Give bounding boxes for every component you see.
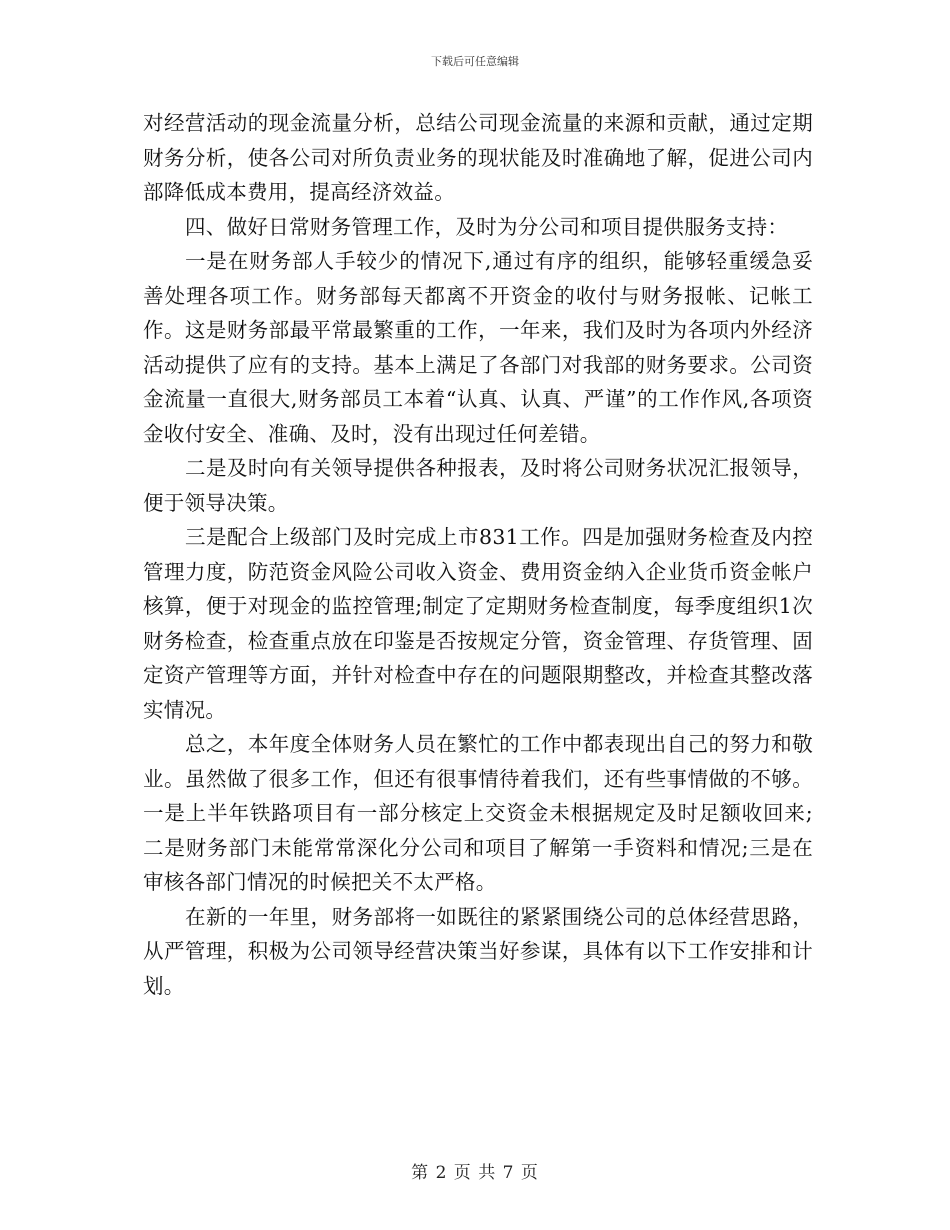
paragraph-cash-flow-analysis: 对经营活动的现金流量分析，总结公司现金流量的来源和贡献，通过定期财务分析，使各公司对所负责业务的现状能及时准确地了解，促进公司内部降低成本费用，提高经济效益。 [143, 111, 813, 204]
page-number: 第 2 页 共 7 页 [411, 1163, 539, 1183]
paragraph-section-four-heading: 四、做好日常财务管理工作，及时为分公司和项目提供服务支持： [185, 214, 789, 239]
paragraph-point-one: 一是在财务部人手较少的情况下,通过有序的组织，能够轻重缓急妥善处理各项工作。财务部每天都离不开资金的收付与财务报帐、记帐工作。这是财务部最平常最繁重的工作，一年来，我们及时为各项内外经济活动提供了应有的支持。基本上满足了各部门对我部的财务要求。公司资金流量一直很大,财务部员工本着“认真、认真、严谨”的工作作风,各项资金收付安全、准确、及时，没有出现过任何差错。 [143, 249, 813, 446]
document-body [143, 106, 813, 1003]
paragraph-point-three-four: 三是配合上级部门及时完成上市831工作。四是加强财务检查及内控管理力度，防范资金风险公司收入资金、费用资金纳入企业货币资金帐户核算，便于对现金的监控管理;制定了定期财务检查制度，每季度组织1次财务检查，检查重点放在印鉴是否按规定分管，资金管理、存货管理、固定资产管理等方面，并针对检查中存在的问题限期整改，并检查其整改落实情况。 [143, 525, 813, 722]
page-header: 下载后可任意编辑 [431, 55, 519, 68]
paragraph-point-two: 二是及时向有关领导提供各种报表，及时将公司财务状况汇报领导，便于领导决策。 [143, 456, 813, 515]
paragraph-new-year-plan: 在新的一年里，财务部将一如既往的紧紧围绕公司的总体经营思路，从严管理，积极为公司领导经营决策当好参谋，具体有以下工作安排和计划。 [143, 904, 813, 998]
paragraph-summary: 总之，本年度全体财务人员在繁忙的工作中都表现出自己的努力和敬业。虽然做了很多工作，但还有很事情待着我们，还有些事情做的不够。一是上半年铁路项目有一部分核定上交资金未根据规定及时足额收回来;二是财务部门未能常常深化分公司和项目了解第一手资料和情况;三是在审核各部门情况的时候把关不太严格。 [143, 732, 813, 894]
